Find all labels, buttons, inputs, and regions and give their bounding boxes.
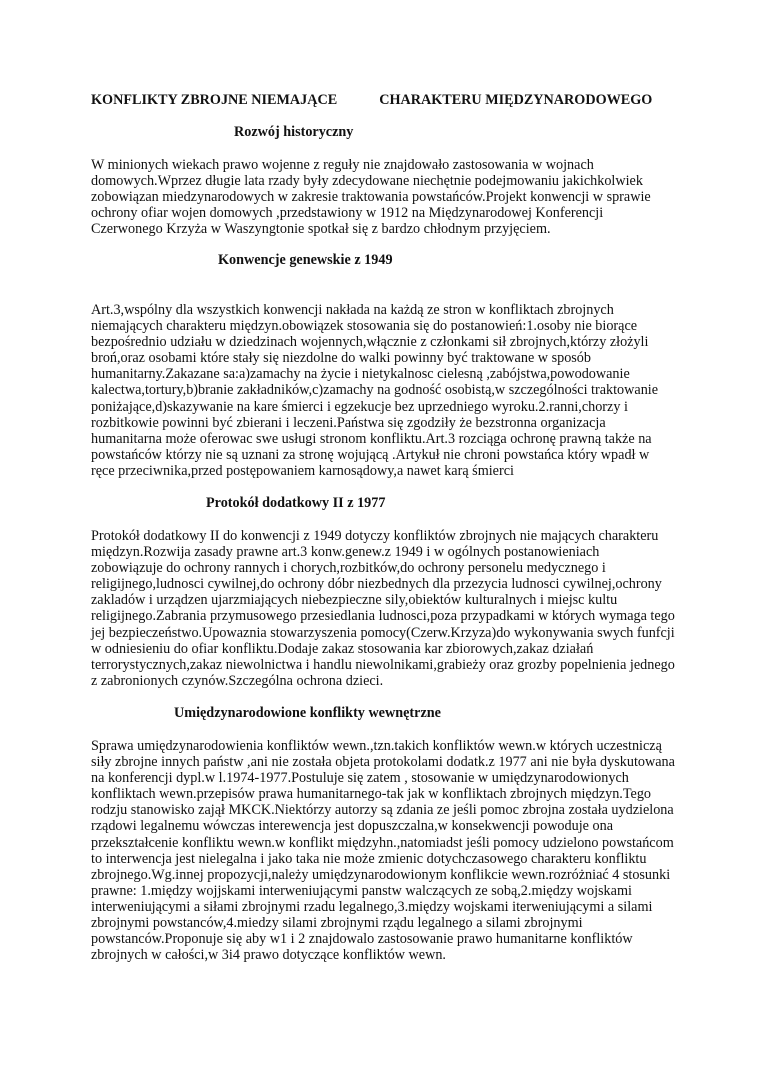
text-line: powstanców.Proponuje się aby w1 i 2 znajdowalo zastosowanie prawo humanitarne konfliktów xyxy=(91,931,633,948)
text-line: rodzju stanowisko zajął MKCK.Niektórzy autorzy są zdania ze jeśli pomoc zbrojna została uydzielona xyxy=(91,802,674,819)
text-line: zbrojnego.Wg.innej propozycji,należy umiędzynarodowionym konflikcie wewn.rozróżniać 4 stosunki xyxy=(91,866,671,883)
paragraph-internationalized xyxy=(91,738,681,963)
text-line: ręce przeciwnika,przed postępowaniem karnosądowy,a nawet karą śmierci xyxy=(91,462,514,479)
text-line: humanitarna może oferowac swe usługi stronom konfliktu.Art.3 rozciąga ochronę prawną także na xyxy=(91,430,652,447)
text-line: ochrony ofiar wojen domowych ,przedstawiony w 1912 na Międzynarodowej Konferencji xyxy=(91,205,604,222)
paragraph-history xyxy=(91,157,681,237)
title-part-1: KONFLIKTY ZBROJNE NIEMAJĄCE xyxy=(91,92,338,108)
section-heading-internationalized: Umiędzynarodowione konflikty wewnętrzne xyxy=(174,705,441,721)
text-line: zbrojnych w całości,w 3i4 prawo dotyczące konfliktów wewn. xyxy=(91,947,446,964)
text-line: Czerwonego Krzyża w Waszyngtonie spotkał się z bardzo chłodnym przyjęciem. xyxy=(91,221,551,238)
text-line: poniżające,d)skazywanie na kare śmierci i egzekucje bez uprzedniego wyroku.2.ranni,chorzy i xyxy=(91,398,628,415)
text-line: broń,oraz osobami które stały się niezdolne do walki powinny być traktowane w sposób xyxy=(91,350,591,367)
text-line: na konferencji dypl.w l.1974-1977.Postuluje się zatem , stosowanie w umiędzynarodowionych xyxy=(91,770,629,787)
text-line: zbrojnymi powstanców,4.miedzy silami zbrojnymi rządu legalnego a silami zbrojnymi xyxy=(91,915,583,932)
text-line: Protokół dodatkowy II do konwencji z 1949 dotyczy konfliktów zbrojnych nie mających charakteru xyxy=(91,528,659,544)
text-line: jej bezpieczeństwo.Upowaznia stowarzyszenia pomocy(Czerw.Krzyza)do wykonywania swych funfcji xyxy=(91,624,675,641)
text-line: powstańców którzy nie są uznani za stronę wojującą .Artykuł nie chroni powstańca który wpadł w xyxy=(91,446,650,463)
document-title xyxy=(91,92,711,108)
text-line: kalectwa,tortury,b)branie zakładników,c)zamachy na godność osobistą,w szczególności traktowanie xyxy=(91,382,659,399)
text-line: Sprawa umiędzynarodowienia konfliktów wewn.,tzn.takich konfliktów wewn.w których uczestniczą xyxy=(91,738,662,754)
text-line: W minionych wiekach prawo wojenne z reguły nie znajdowało zastosowania w wojnach xyxy=(91,157,594,173)
section-heading-geneva: Konwencje genewskie z 1949 xyxy=(218,252,393,268)
text-line: przekształcenie konfliktu wewn.w konflikt międzyhn.,natomiadst jeśli pomocy udzielono powstańcom xyxy=(91,834,674,851)
text-line: siły zbrojne innych państw ,ani nie została objeta protokolami dodatk.z 1977 ani nie była dyskutowana xyxy=(91,754,675,771)
text-line: zakladów i urządzen ujarzmiających niebezpieczne sily,obiektów kulturalnych i miejsc kultu xyxy=(91,592,618,609)
text-line: bezpośrednio udziału w dziedzinach wojennych,włącznie z członkami sił zbrojnych,którzy złożyli xyxy=(91,334,649,351)
paragraph-geneva xyxy=(91,302,681,479)
text-line: zobowiązuje do ochrony rannych i chorych,rozbitków,do ochrony personelu medycznego i xyxy=(91,560,606,577)
text-line: niemających charakteru międzyn.obowiązek stosowania się do postanowień:1.osoby nie biorące xyxy=(91,318,638,335)
text-line: międzyn.Rozwija zasady prawne art.3 konw.genew.z 1949 i w ogólnych postanowieniach xyxy=(91,544,600,561)
text-line: konfliktach wewn.przepisów prawa humanitarnego-tak jak w konfliktach zbrojnych międzyn.Tego xyxy=(91,786,652,803)
text-line: zobowiązan miedzynarodowych w zakresie traktowania powstańców.Projekt konwencji w sprawie xyxy=(91,189,651,206)
section-heading-protocol: Protokół dodatkowy II z 1977 xyxy=(206,495,386,511)
text-line: religijnego,ludnosci cywilnej,do ochrony dóbr niezbednych dla przezycia ludnosci cywilnej,ochrony xyxy=(91,576,662,593)
title-part-2: CHARAKTERU MIĘDZYNARODOWEGO xyxy=(379,92,653,108)
section-heading-history: Rozwój historyczny xyxy=(234,124,354,140)
text-line: religijnego.Zabrania przymusowego przesiedlania ludnosci,poza przypadkami w których wymaga tego xyxy=(91,608,675,625)
text-line: domowych.Wprzez długie lata rzady były zdecydowane niechętnie podejmowaniu jakichkolwiek xyxy=(91,173,643,190)
paragraph-protocol xyxy=(91,528,681,689)
text-line: rozbitkowie powinni być zbierani i leczeni.Państwa się zgodziły że bezstronna organizacja xyxy=(91,414,606,431)
text-line: w odniesieniu do ofiar konfliktu.Dodaje zakaz stosowania kar zbiorowych,zakaz działań xyxy=(91,640,594,657)
text-line: interweniującymi a siłami zbrojnymi rzadu legalnego,3.między wojskami iterweniującymi a silami xyxy=(91,898,653,915)
text-line: to interwencja jest nielegalna i jako taka nie może zmienic dotychczasowego charakteru konfliktu xyxy=(91,850,647,867)
text-line: Art.3,wspólny dla wszystkich konwencji nakłada na każdą ze stron w konfliktach zbrojnych xyxy=(91,302,614,318)
text-line: humanitarny.Zakazane sa:a)zamachy na życie i nietykalnosc cielesną ,zabójstwa,powodowanie xyxy=(91,366,630,383)
text-line: rządowi legalnemu wówczas interewencja jest dopuszczalna,w konsekwencji powoduje ona xyxy=(91,818,613,835)
text-line: terrorystycznych,zakaz niewolnictwa i handlu niewolnikami,grabieży oraz grozby popelnienia jednego xyxy=(91,656,675,673)
text-line: z zabronionych czynów.Szczególna ochrona dzieci. xyxy=(91,672,384,689)
text-line: prawne: 1.między wojjskami interweniującymi panstw walczących ze sobą,2.między wojskami xyxy=(91,882,632,899)
